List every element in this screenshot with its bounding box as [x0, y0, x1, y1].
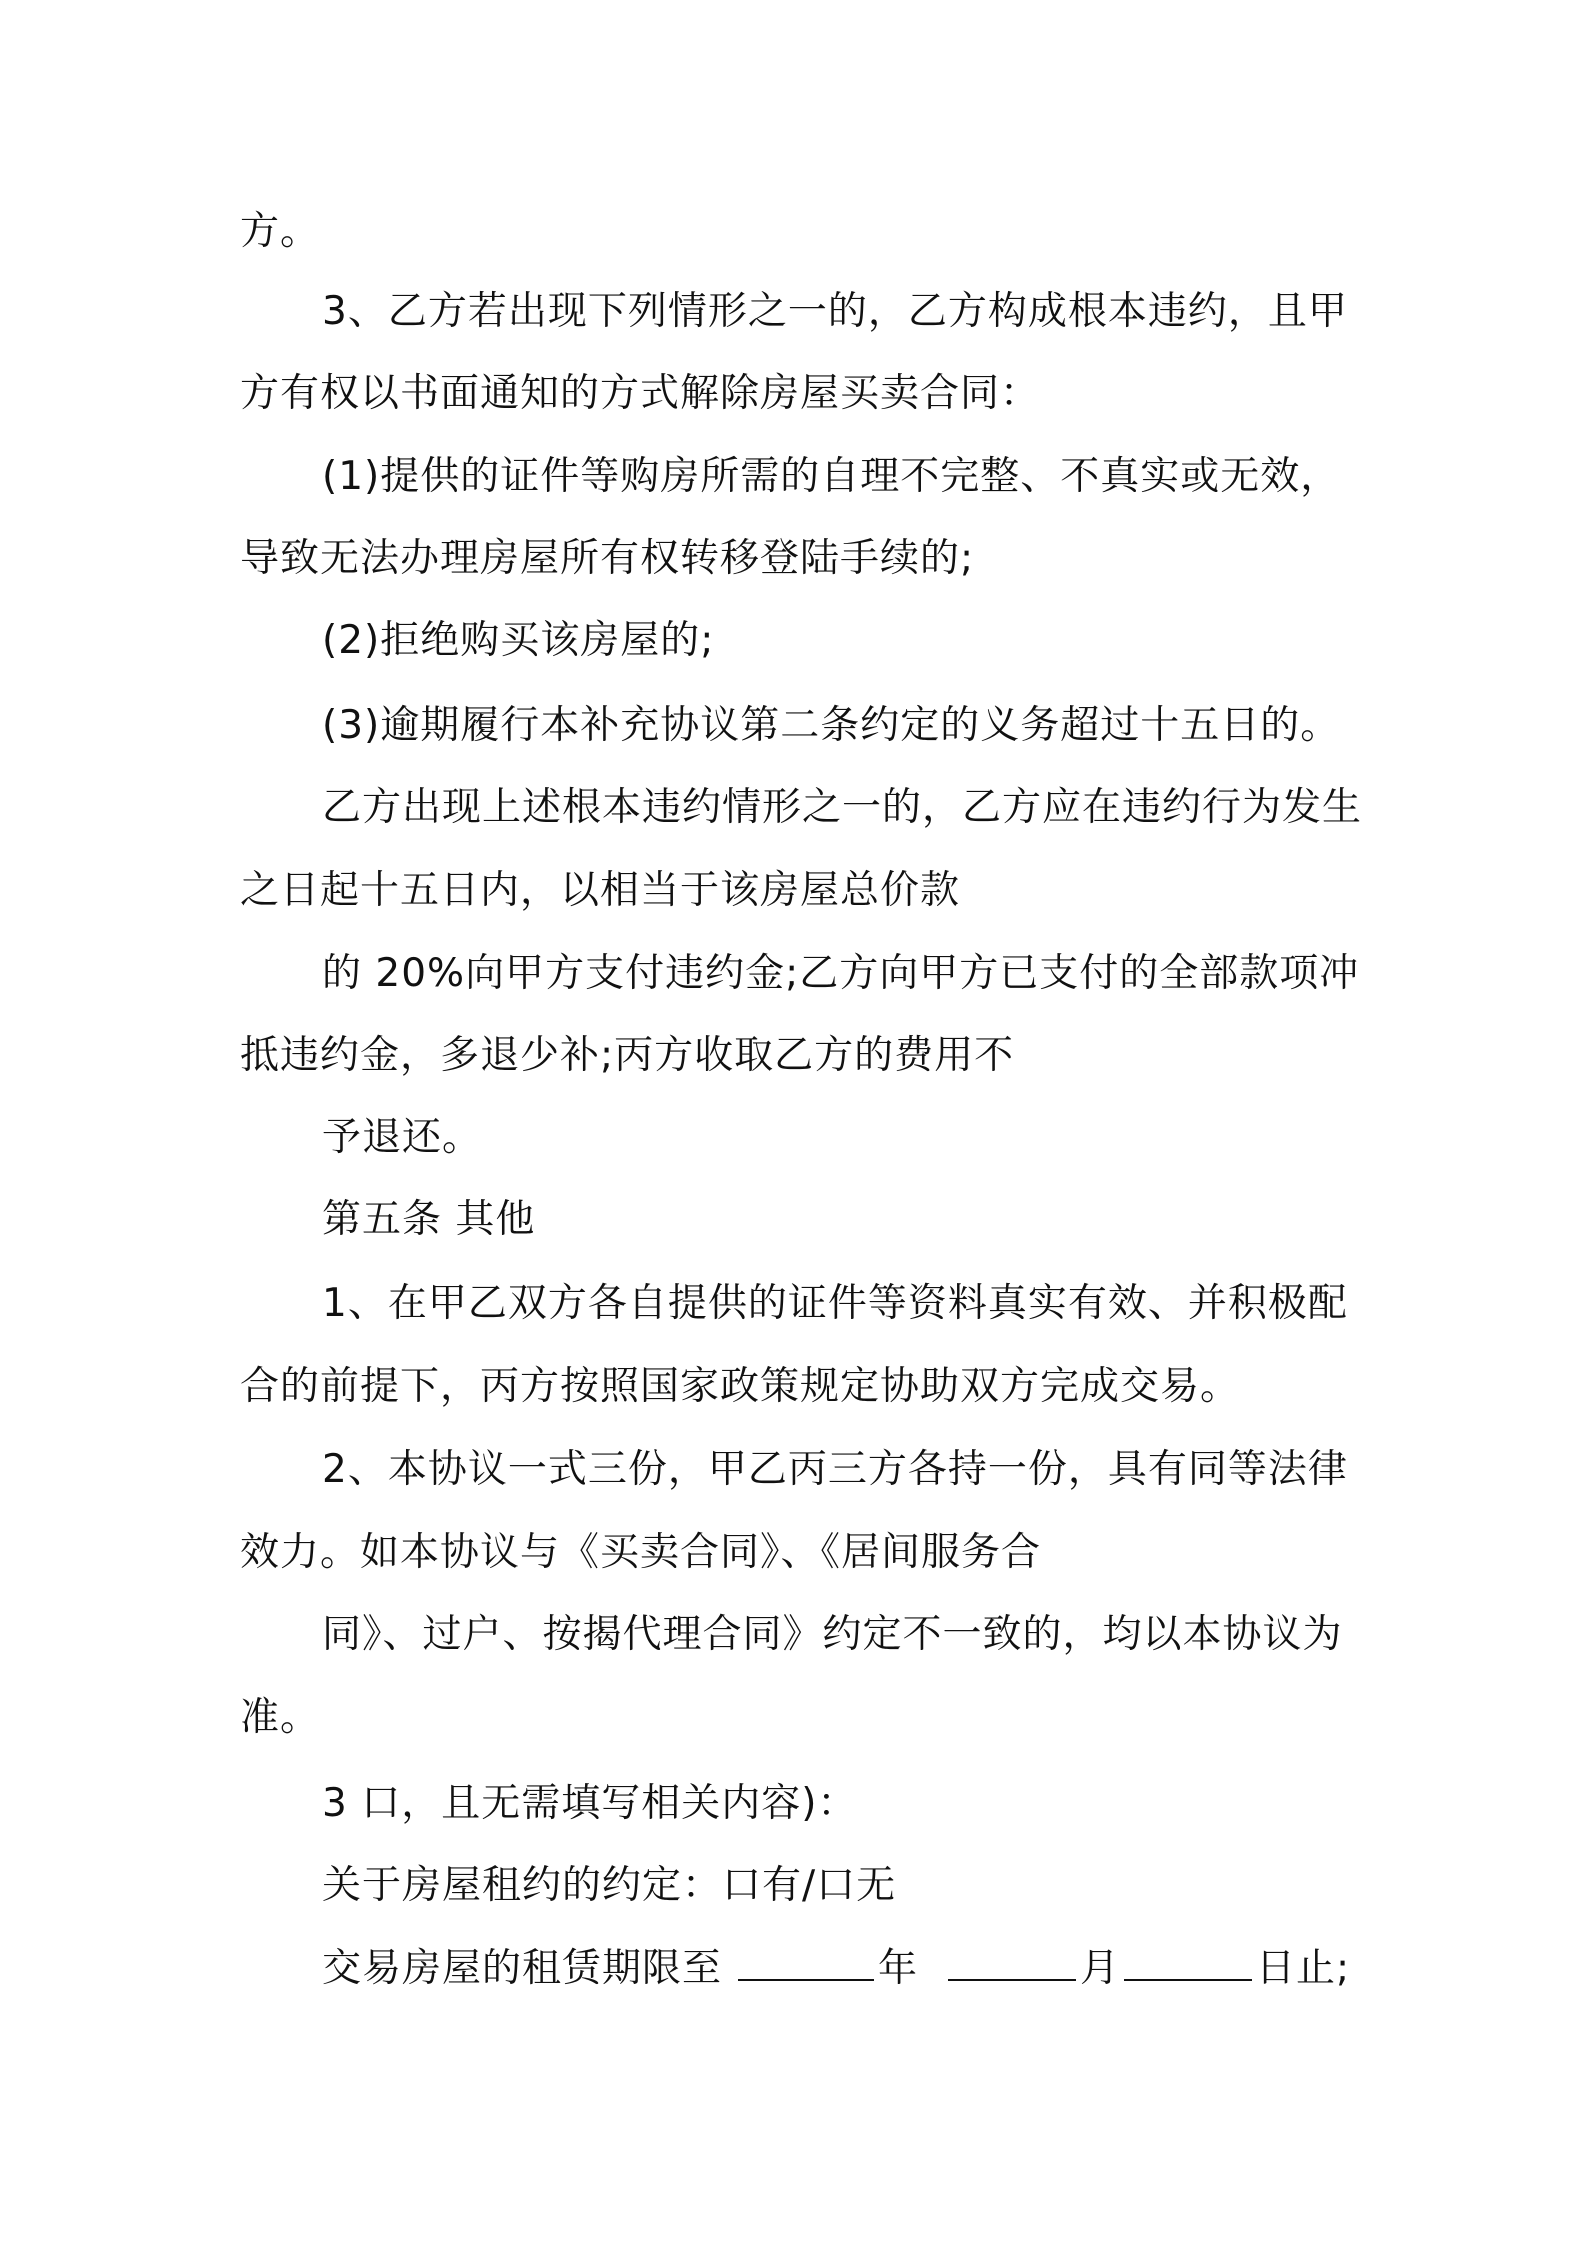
text-line: 方。	[240, 209, 321, 254]
text-line: 导致无法办理房屋所有权转移登陆手续的;	[240, 536, 975, 581]
text-line: 方有权以书面通知的方式解除房屋买卖合同：	[240, 371, 1041, 416]
text-line: 3 口，且无需填写相关内容)：	[322, 1781, 858, 1826]
text-line: 效力。如本协议与《买卖合同》、《居间服务合	[240, 1530, 1042, 1575]
text-line: 1、在甲乙双方各自提供的证件等资料真实有效、并积极配	[322, 1281, 1348, 1326]
day-blank[interactable]	[1124, 1945, 1252, 1981]
text-line: (2)拒绝购买该房屋的;	[322, 618, 715, 663]
text-line: 3、乙方若出现下列情形之一的，乙方构成根本违约，且甲	[322, 289, 1348, 334]
text-line: 之日起十五日内，以相当于该房屋总价款	[240, 868, 961, 913]
text-line: 抵违约金，多退少补;丙方收取乙方的费用不	[240, 1033, 1015, 1078]
year-blank[interactable]	[738, 1945, 874, 1981]
lease-term-prefix: 交易房屋的租赁期限至	[322, 1946, 723, 1991]
text-line: 的 20%向甲方支付违约金;乙方向甲方已支付的全部款项冲	[322, 951, 1360, 996]
text-line: 2、本协议一式三份，甲乙丙三方各持一份，具有同等法律	[322, 1447, 1348, 1492]
text-line: 关于房屋租约的约定：口有/口无	[322, 1863, 897, 1908]
text-line: 合的前提下，丙方按照国家政策规定协助双方完成交易。	[240, 1364, 1241, 1409]
text-line: 乙方出现上述根本违约情形之一的，乙方应在违约行为发生	[322, 785, 1363, 830]
text-line: (3)逾期履行本补充协议第二条约定的义务超过十五日的。	[322, 703, 1341, 748]
month-blank[interactable]	[948, 1945, 1076, 1981]
text-line: 予退还。	[322, 1115, 483, 1160]
section-heading: 第五条 其他	[322, 1197, 536, 1242]
text-line: (1)提供的证件等购房所需的自理不完整、不真实或无效，	[322, 454, 1341, 499]
text-line: 同》、过户、按揭代理合同》约定不一致的，均以本协议为	[322, 1612, 1343, 1657]
day-label: 日止;	[1256, 1946, 1351, 1991]
month-label: 月	[1080, 1946, 1121, 1991]
year-label: 年	[878, 1946, 919, 1991]
text-line: 准。	[240, 1695, 321, 1740]
lease-term-line	[322, 1943, 1350, 1995]
